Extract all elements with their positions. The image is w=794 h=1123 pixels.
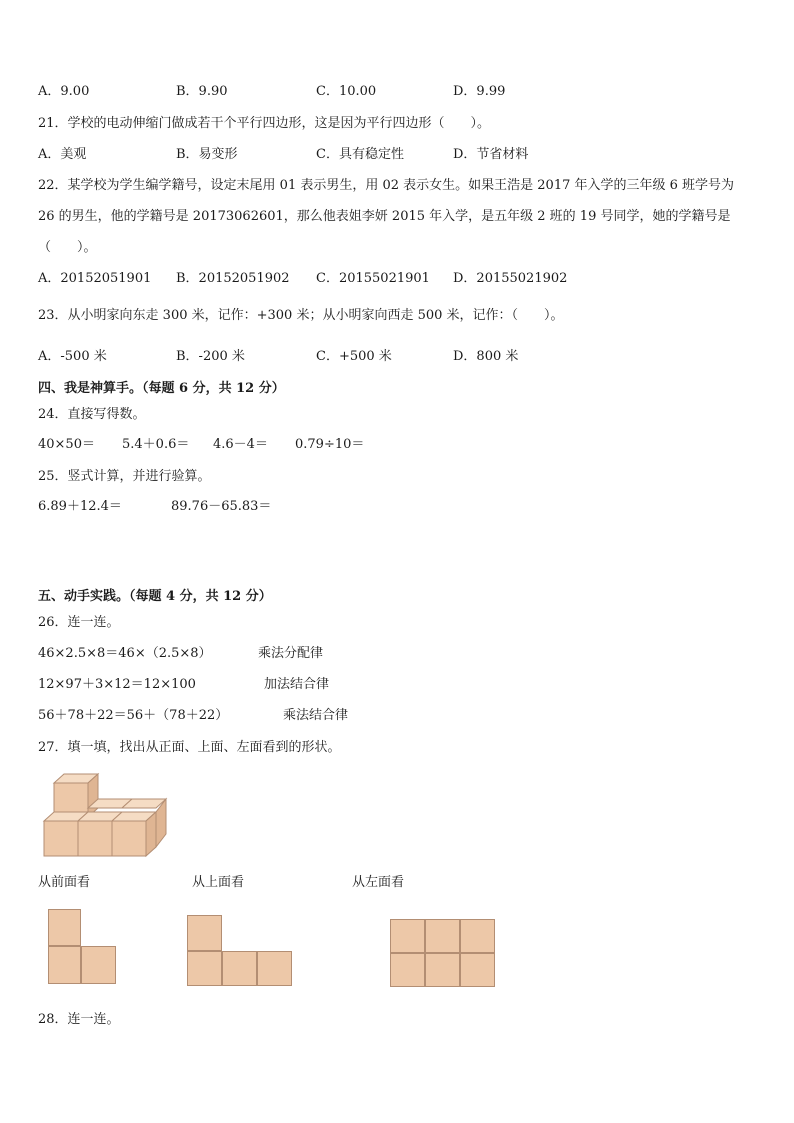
view-label-left: 从左面看 <box>352 875 405 890</box>
q26-left-2: 12×97＋3×12＝12×100 <box>38 677 196 692</box>
q26-left-1: 46×2.5×8＝46×（2.5×8） <box>38 646 212 661</box>
top-view-square <box>222 951 257 986</box>
left-view-square <box>390 919 425 953</box>
q24-item-4: 0.79÷10＝ <box>295 437 365 452</box>
q26-left-3: 56＋78＋22＝56＋（78＋22） <box>38 708 229 723</box>
q21-question: 21．学校的电动伸缩门做成若干个平行四边形，这是因为平行四边形（ ）。 <box>38 116 491 131</box>
q20-option-d: D．9.99 <box>453 84 506 99</box>
cube-stack-figure <box>42 766 176 858</box>
view-label-front: 从前面看 <box>38 875 91 890</box>
q24-item-3: 4.6－4＝ <box>213 437 268 452</box>
section-4-heading: 四、我是神算手。（每题 6 分，共 12 分） <box>38 381 285 396</box>
q22-option-b: B．20152051902 <box>176 271 290 286</box>
front-view-square <box>48 946 81 984</box>
top-view-square <box>257 951 292 986</box>
q20-option-b: B．9.90 <box>176 84 228 99</box>
left-view-square <box>460 953 495 987</box>
q26-right-3: 乘法结合律 <box>283 708 349 723</box>
left-view-square <box>460 919 495 953</box>
q27-question: 27．填一填，找出从正面、上面、左面看到的形状。 <box>38 740 341 755</box>
q23-option-c: C．+500 米 <box>316 349 392 364</box>
view-label-top: 从上面看 <box>192 875 245 890</box>
q22-option-d: D．20155021902 <box>453 271 568 286</box>
left-view-square <box>425 919 460 953</box>
left-view-square <box>425 953 460 987</box>
q21-option-a: A．美观 <box>38 147 87 162</box>
q22-option-c: C．20155021901 <box>316 271 430 286</box>
front-view-square <box>81 946 116 984</box>
q20-option-a: A．9.00 <box>38 84 90 99</box>
q23-question: 23．从小明家向东走 300 米，记作：+300 米；从小明家向西走 500 米，记作：（ ）。 <box>38 308 564 323</box>
q22-question-line2: 26 的男生，他的学籍号是 20173062601，那么他表姐李妍 2015 年入学，是五年级 2 班的 19 号同学，她的学籍号是 <box>38 209 731 224</box>
q23-option-d: D．800 米 <box>453 349 519 364</box>
section-5-heading: 五、动手实践。（每题 4 分，共 12 分） <box>38 589 272 604</box>
q24-item-2: 5.4＋0.6＝ <box>122 437 190 452</box>
q26-right-1: 乘法分配律 <box>258 646 324 661</box>
left-view-square <box>390 953 425 987</box>
q23-option-a: A．-500 米 <box>38 349 107 364</box>
q23-option-b: B．-200 米 <box>176 349 245 364</box>
front-view-square <box>48 909 81 946</box>
q20-option-c: C．10.00 <box>316 84 377 99</box>
q25-item-1: 6.89＋12.4＝ <box>38 499 122 514</box>
q25-question: 25．竖式计算，并进行验算。 <box>38 469 211 484</box>
q25-item-2: 89.76－65.83＝ <box>171 499 272 514</box>
q26-right-2: 加法结合律 <box>264 677 330 692</box>
top-view-square <box>187 915 222 951</box>
q22-question-line3: （ ）。 <box>38 240 97 255</box>
q22-question-line1: 22．某学校为学生编学籍号，设定末尾用 01 表示男生，用 02 表示女生。如果王浩是 2017 年入学的三年级 6 班学号为 <box>38 178 735 193</box>
q28-question: 28．连一连。 <box>38 1012 120 1027</box>
q26-question: 26．连一连。 <box>38 615 120 630</box>
q24-item-1: 40×50＝ <box>38 437 95 452</box>
q21-option-d: D．节省材料 <box>453 147 529 162</box>
q24-question: 24．直接写得数。 <box>38 407 146 422</box>
q22-option-a: A．20152051901 <box>38 271 152 286</box>
q21-option-b: B．易变形 <box>176 147 238 162</box>
q21-option-c: C．具有稳定性 <box>316 147 404 162</box>
top-view-square <box>187 951 222 986</box>
